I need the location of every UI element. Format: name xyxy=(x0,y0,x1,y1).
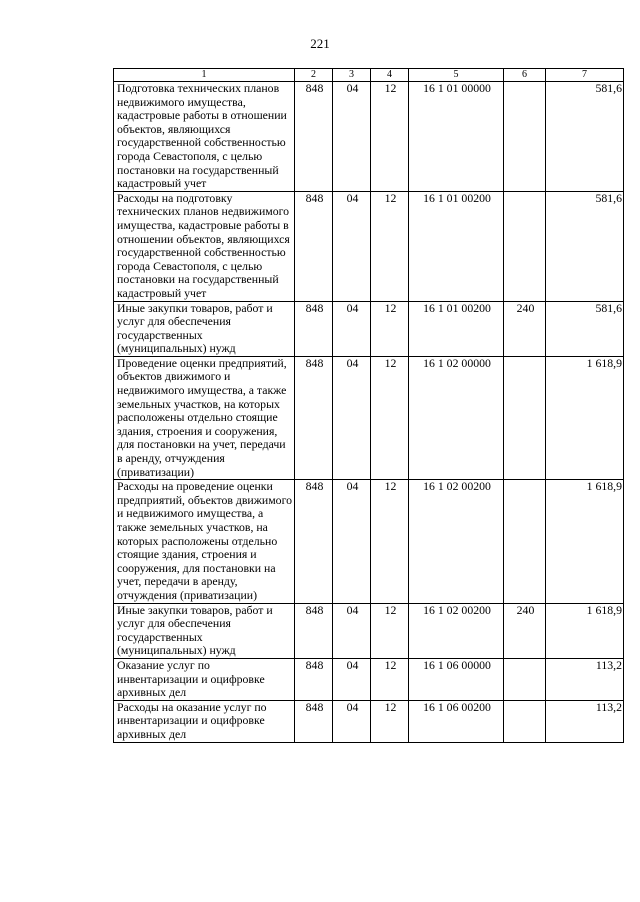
subsection-code: 12 xyxy=(371,480,409,603)
ministry-code: 848 xyxy=(295,658,333,700)
expense-type-code xyxy=(504,191,546,301)
amount-value: 1 618,9 xyxy=(546,480,624,603)
subsection-code: 12 xyxy=(371,82,409,192)
section-code: 04 xyxy=(333,700,371,742)
row-description: Оказание услуг по инвентаризации и оцифровке архивных дел xyxy=(114,658,295,700)
table-row xyxy=(114,700,624,742)
section-code: 04 xyxy=(333,82,371,192)
target-article-code: 16 1 06 00000 xyxy=(409,658,504,700)
expense-type-code xyxy=(504,480,546,603)
ministry-code: 848 xyxy=(295,700,333,742)
ministry-code: 848 xyxy=(295,356,333,479)
expense-type-code xyxy=(504,82,546,192)
page-number: 221 xyxy=(310,36,330,51)
section-code: 04 xyxy=(333,191,371,301)
ministry-code: 848 xyxy=(295,603,333,658)
row-description: Подготовка технических планов недвижимого имущества, кадастровые работы в отношении объектов, являющихся государственной собственностью города Севастополя, с целью постановки на государственный кадастровый учет xyxy=(114,82,295,192)
ministry-code: 848 xyxy=(295,480,333,603)
target-article-code: 16 1 02 00000 xyxy=(409,356,504,479)
subsection-code: 12 xyxy=(371,191,409,301)
target-article-code: 16 1 02 00200 xyxy=(409,480,504,603)
section-code: 04 xyxy=(333,301,371,356)
ministry-code: 848 xyxy=(295,301,333,356)
amount-value: 581,6 xyxy=(546,191,624,301)
expense-type-code xyxy=(504,356,546,479)
amount-value: 581,6 xyxy=(546,82,624,192)
table-row xyxy=(114,658,624,700)
expense-type-code: 240 xyxy=(504,301,546,356)
column-header: 5 xyxy=(409,69,504,82)
amount-value: 1 618,9 xyxy=(546,356,624,479)
expense-type-code xyxy=(504,658,546,700)
column-header: 7 xyxy=(546,69,624,82)
subsection-code: 12 xyxy=(371,658,409,700)
target-article-code: 16 1 01 00200 xyxy=(409,191,504,301)
amount-value: 113,2 xyxy=(546,700,624,742)
amount-value: 113,2 xyxy=(546,658,624,700)
column-header: 3 xyxy=(333,69,371,82)
subsection-code: 12 xyxy=(371,301,409,356)
column-header: 4 xyxy=(371,69,409,82)
table-row xyxy=(114,480,624,603)
row-description: Расходы на проведение оценки предприятий, объектов движимого и недвижимого имущества, а также земельных участков, на которых расположены отдельно стоящие здания, строения и сооружения, для постановки на учет, передачи в аренду, отчуждения (приватизации) xyxy=(114,480,295,603)
section-code: 04 xyxy=(333,480,371,603)
subsection-code: 12 xyxy=(371,603,409,658)
target-article-code: 16 1 01 00200 xyxy=(409,301,504,356)
row-description: Проведение оценки предприятий, объектов движимого и недвижимого имущества, а также земельных участков, на которых расположены отдельно стоящие здания, строения и сооружения, для постановки на учет, передачи в аренду, отчуждения (приватизации) xyxy=(114,356,295,479)
column-header: 6 xyxy=(504,69,546,82)
budget-table xyxy=(113,68,624,743)
table-row xyxy=(114,191,624,301)
row-description: Расходы на оказание услуг по инвентаризации и оцифровке архивных дел xyxy=(114,700,295,742)
expense-type-code: 240 xyxy=(504,603,546,658)
table-row xyxy=(114,82,624,192)
row-description: Расходы на подготовку технических планов недвижимого имущества, кадастровые работы в отношении объектов, являющихся государственной собственностью города Севастополя, с целью постановки на государственный кадастровый учет xyxy=(114,191,295,301)
expense-type-code xyxy=(504,700,546,742)
subsection-code: 12 xyxy=(371,700,409,742)
row-description: Иные закупки товаров, работ и услуг для обеспечения государственных (муниципальных) нужд xyxy=(114,301,295,356)
subsection-code: 12 xyxy=(371,356,409,479)
amount-value: 1 618,9 xyxy=(546,603,624,658)
ministry-code: 848 xyxy=(295,191,333,301)
column-header: 2 xyxy=(295,69,333,82)
table-row xyxy=(114,603,624,658)
section-code: 04 xyxy=(333,658,371,700)
target-article-code: 16 1 02 00200 xyxy=(409,603,504,658)
table-row xyxy=(114,301,624,356)
section-code: 04 xyxy=(333,356,371,479)
header-row xyxy=(114,69,624,82)
row-description: Иные закупки товаров, работ и услуг для обеспечения государственных (муниципальных) нужд xyxy=(114,603,295,658)
target-article-code: 16 1 01 00000 xyxy=(409,82,504,192)
column-header: 1 xyxy=(114,69,295,82)
section-code: 04 xyxy=(333,603,371,658)
ministry-code: 848 xyxy=(295,82,333,192)
target-article-code: 16 1 06 00200 xyxy=(409,700,504,742)
amount-value: 581,6 xyxy=(546,301,624,356)
table-row xyxy=(114,356,624,479)
